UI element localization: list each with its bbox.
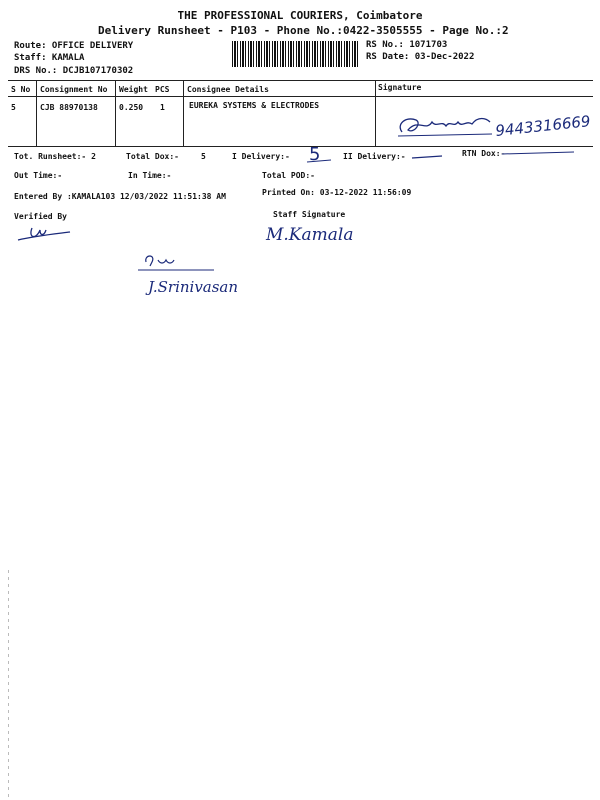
i-delivery-hand-value: 5 [309,144,321,165]
rs-number: RS No.: 1071703 [366,40,448,50]
document-title: THE PROFESSIONAL COURIERS, Coimbatore [177,9,423,22]
col-divider [375,80,376,146]
table-top-line [8,80,593,81]
printed-on: Printed On: 03-12-2022 11:56:09 [262,188,412,197]
rtn-dox-dash [500,148,580,158]
total-dox-value: 5 [201,152,206,161]
col-header-sno: S No [11,85,31,94]
additional-signature [134,252,304,302]
barcode [232,41,360,67]
ii-delivery-dash [408,150,448,162]
rs-date: RS Date: 03-Dec-2022 [366,52,475,62]
consignee-signature [392,110,592,146]
col-header-weight: Weight [119,85,148,94]
col-header-signature: Signature [378,83,422,92]
row-sno: 5 [11,103,16,112]
out-time: Out Time:- [14,171,63,180]
col-header-consignee: Consignee Details [187,85,269,94]
total-dox: Total Dox:- [126,152,179,161]
verified-by: Verified By [14,212,67,221]
col-divider [183,80,184,146]
runsheet-subtitle: Delivery Runsheet - P103 - Phone No.:0422-3505555 - Page No.:2 [98,24,509,37]
entered-by: Entered By :KAMALA103 12/03/2022 11:51:38 AM [14,192,226,201]
consignee-phone-hand: 9443316669 [494,112,592,140]
staff-label: Staff: KAMALA [14,53,85,63]
staff-signature [262,218,382,248]
staff-signature-hand: M.Kamala [266,225,354,245]
scan-margin-artifact [8,570,9,800]
total-runsheet: Tot. Runsheet:- 2 [14,152,96,161]
staff-signature-label: Staff Signature [273,210,346,219]
rtn-dox: RTN Dox:- [462,149,506,158]
i-delivery-hand-mark [305,142,335,164]
col-header-consignment: Consignment No [40,85,108,94]
row-consignment: CJB 88970138 [40,103,98,112]
col-divider [36,80,37,146]
i-delivery: I Delivery:- [232,152,290,161]
row-weight: 0.250 [119,103,144,112]
col-divider [115,80,116,146]
additional-signature-hand: J.Srinivasan [148,278,239,296]
table-bottom-line [8,146,593,147]
ii-delivery: II Delivery:- [343,152,406,161]
total-pod: Total POD:- [262,171,315,180]
verifier-signature [14,222,74,244]
row-pcs: 1 [160,103,165,112]
table-header-line [8,96,593,97]
route-label: Route: OFFICE DELIVERY [14,41,134,51]
row-consignee: EUREKA SYSTEMS & ELECTRODES [189,101,320,110]
drs-number: DRS No.: DCJB107170302 [14,66,134,76]
in-time: In Time:- [128,171,172,180]
col-header-pcs: PCS [155,85,170,94]
